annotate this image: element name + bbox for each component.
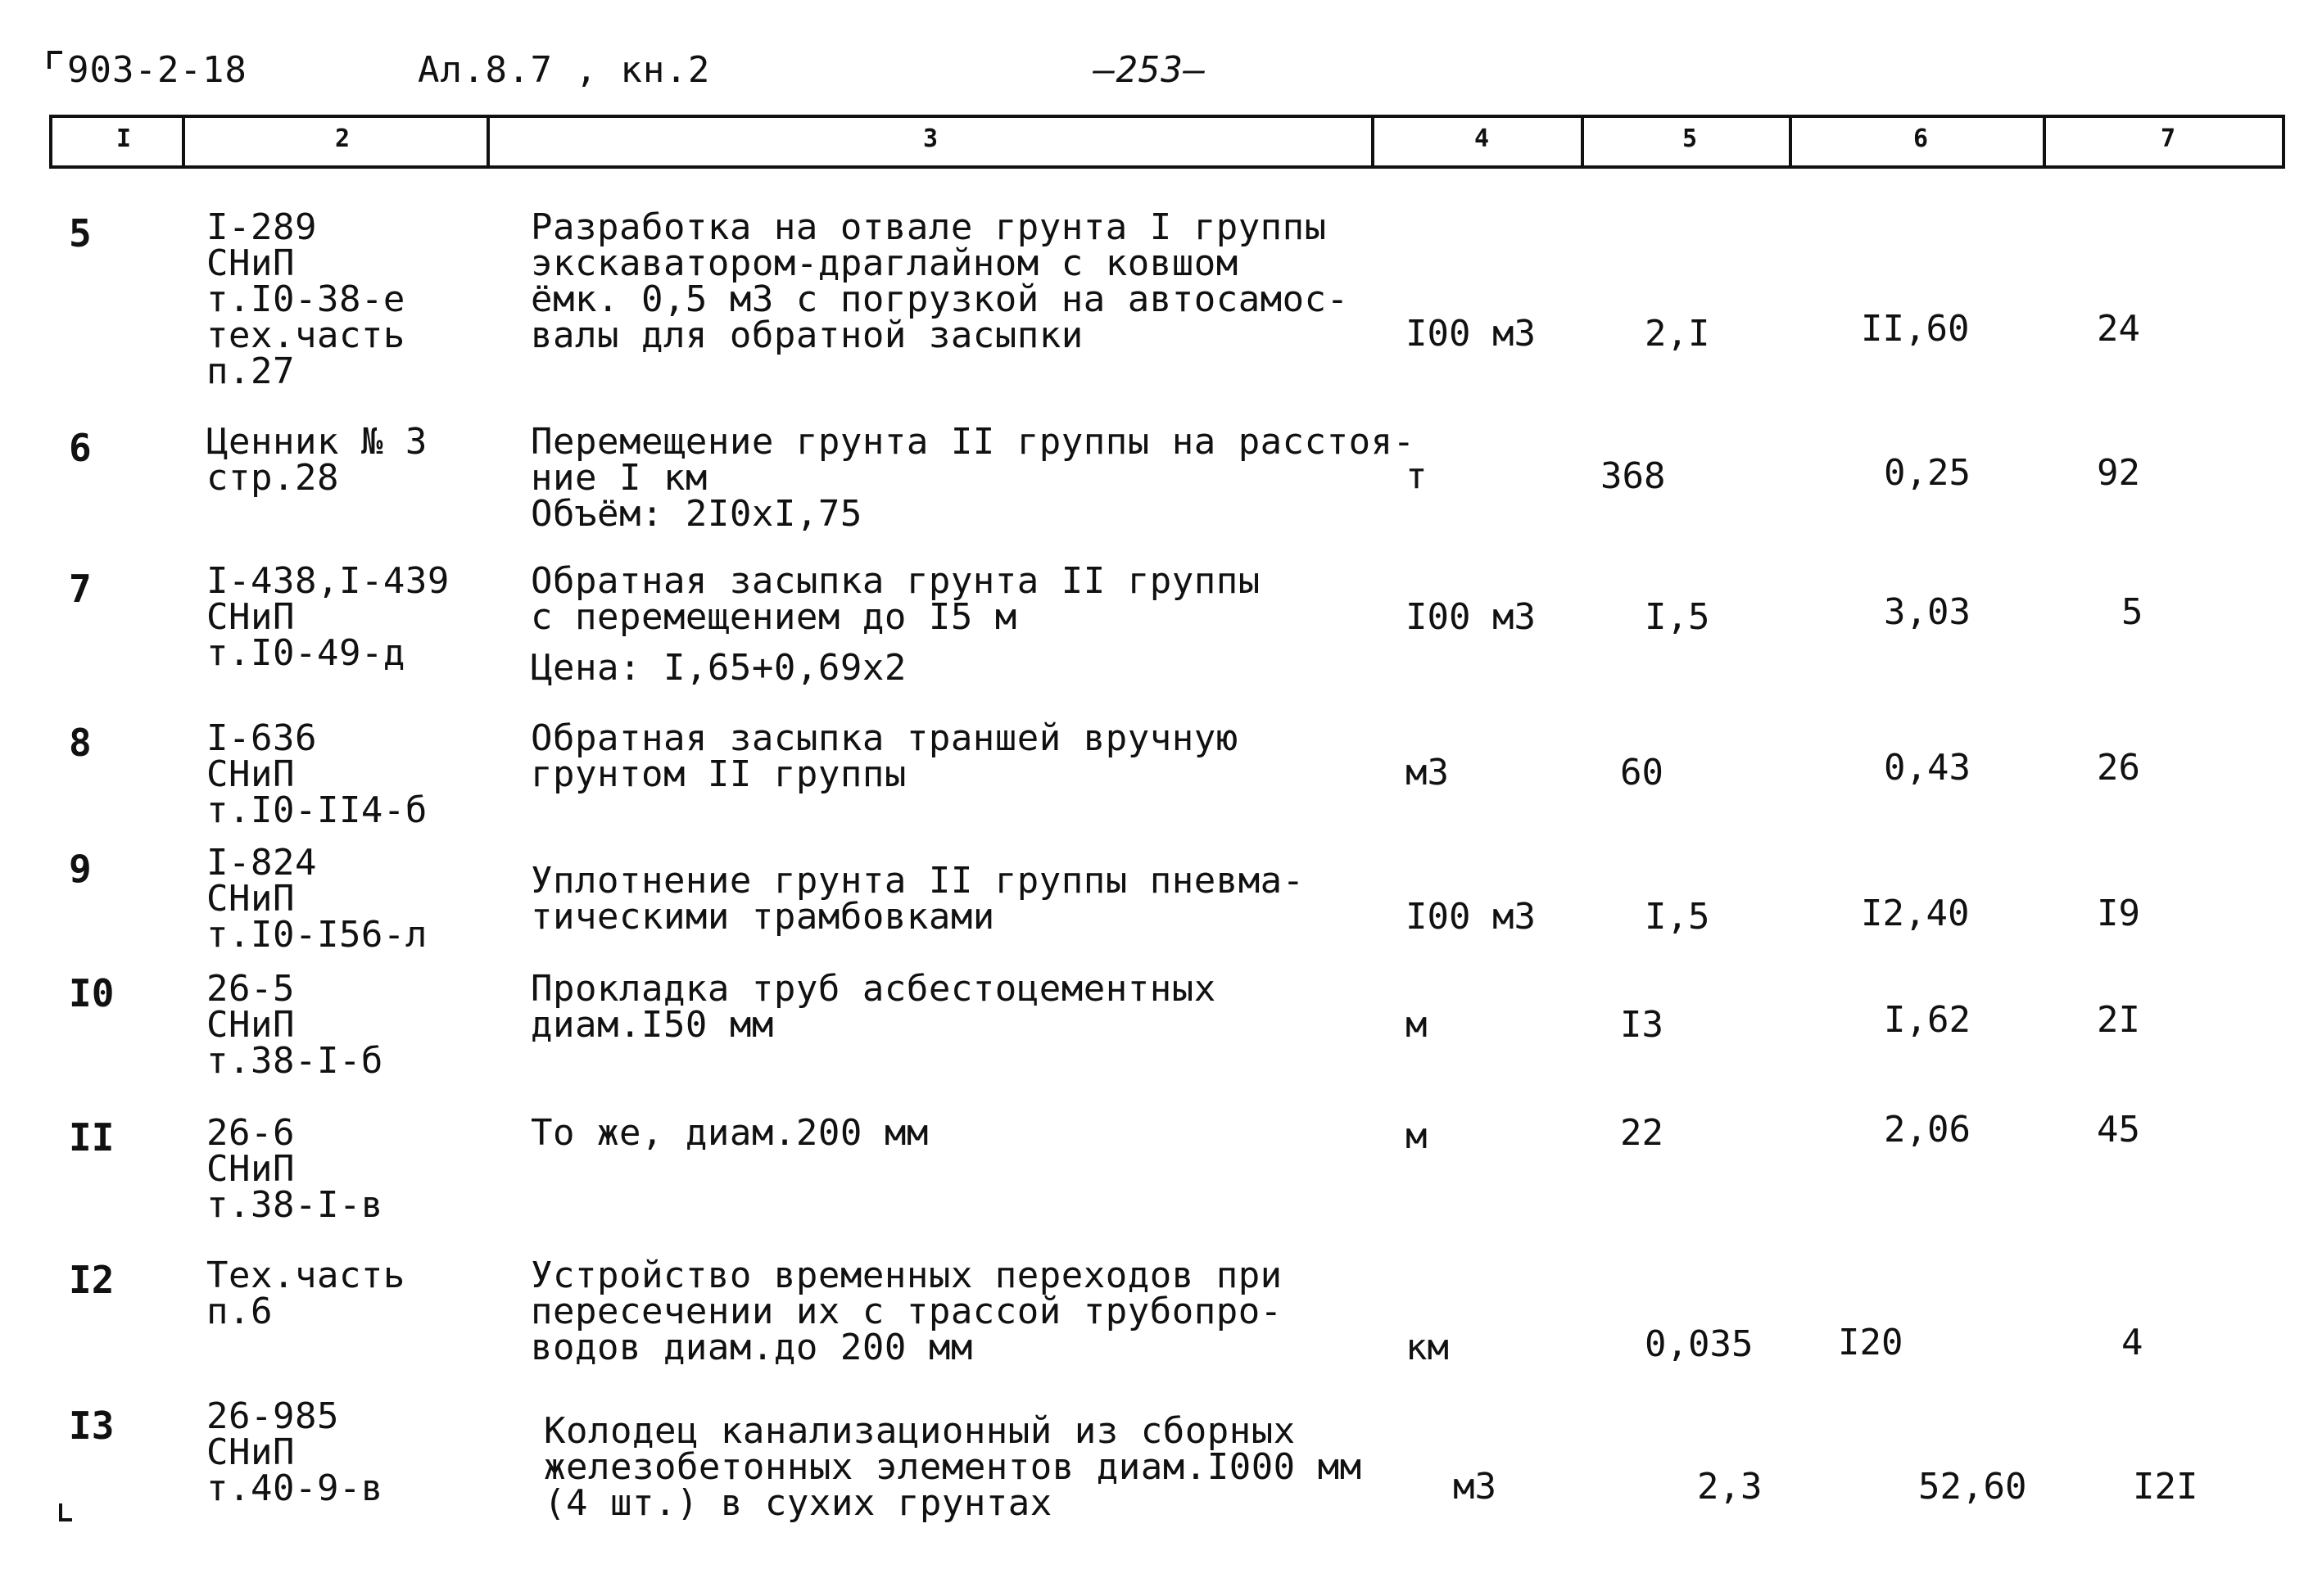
reference-cell: 26-6 СНиП т.38-I-в xyxy=(206,1112,383,1226)
unit-cell: I00 м3 xyxy=(1405,896,1536,938)
reference-cell: I-438,I-439 СНиП т.I0-49-д xyxy=(206,560,450,674)
description-cell: Обратная засыпка траншей вручную грунтом II группы xyxy=(531,717,1238,795)
quantity-cell: 22 xyxy=(1620,1112,1663,1154)
reference-cell: Ценник № 3 стр.28 xyxy=(206,421,428,499)
row-number: 8 xyxy=(69,721,92,765)
reference-cell: I-636 СНиП т.I0-II4-б xyxy=(206,717,428,831)
price-cell: 0,25 xyxy=(1884,452,1971,494)
quantity-cell: 60 xyxy=(1620,752,1663,793)
description-cell: Обратная засыпка грунта II группы с перемещением до I5 м Цена: I,65+0,69х2 xyxy=(531,560,1261,689)
quantity-cell: 0,035 xyxy=(1645,1323,1754,1365)
row-number: II xyxy=(69,1115,115,1160)
quantity-cell: I,5 xyxy=(1645,596,1710,638)
column-3-header: 3 xyxy=(923,124,939,153)
quantity-cell: 2,I xyxy=(1645,313,1710,355)
description-cell: То же, диам.200 мм xyxy=(531,1112,929,1154)
total-cell: 5 xyxy=(2121,591,2143,633)
reference-cell: I-289 СНиП т.I0-38-е тех.часть п.27 xyxy=(206,206,405,392)
document-code: 903-2-18 xyxy=(67,49,247,91)
reference-cell: Тех.часть п.6 xyxy=(206,1255,405,1332)
price-cell: I,62 xyxy=(1884,999,1971,1041)
album-reference: Ал.8.7 , кн.2 xyxy=(418,49,711,91)
row-number: I3 xyxy=(69,1404,115,1448)
row-number: 9 xyxy=(69,847,92,891)
row-number: 6 xyxy=(69,426,92,470)
unit-cell: т xyxy=(1405,455,1428,497)
page-number: —253— xyxy=(1093,49,1206,91)
description-cell: Колодец канализационный из сборных железобетонных элементов диам.I000 мм (4 шт.) в сухих грунтах xyxy=(544,1410,1362,1524)
unit-cell: м xyxy=(1405,1115,1428,1157)
reference-cell: 26-5 СНиП т.38-I-б xyxy=(206,968,383,1082)
column-7-header: 7 xyxy=(2161,124,2176,153)
description-cell: Прокладка труб асбестоцементных диам.I50 мм xyxy=(531,968,1216,1046)
description-cell: Перемещение грунта II группы на расстоя- ние I км Объём: 2I0хI,75 xyxy=(531,421,1415,535)
total-cell: 45 xyxy=(2097,1109,2140,1151)
row-number: I0 xyxy=(69,971,115,1015)
unit-cell: I00 м3 xyxy=(1405,313,1536,355)
corner-mark-bottom-h xyxy=(59,1518,72,1521)
quantity-cell: I,5 xyxy=(1645,896,1710,938)
price-cell: II,60 xyxy=(1861,308,1970,350)
quantity-cell: 368 xyxy=(1600,455,1666,497)
description-cell: Уплотнение грунта II группы пневма- тическими трамбовками xyxy=(531,860,1305,938)
unit-cell: км xyxy=(1405,1327,1449,1368)
column-2-header: 2 xyxy=(335,124,351,153)
total-cell: I2I xyxy=(2133,1466,2198,1508)
total-cell: 24 xyxy=(2097,308,2140,350)
total-cell: 92 xyxy=(2097,452,2140,494)
corner-mark-top-h xyxy=(48,51,62,54)
price-cell: I20 xyxy=(1838,1322,1903,1363)
column-6-header: 6 xyxy=(1913,124,1929,153)
unit-cell: м3 xyxy=(1405,752,1449,793)
row-number: I2 xyxy=(69,1258,115,1302)
description-cell: Устройство временных переходов при пересечении их с трассой трубопро- водов диам.до 200 мм xyxy=(531,1255,1283,1368)
price-cell: 3,03 xyxy=(1884,591,1971,633)
row-number: 5 xyxy=(69,211,92,255)
total-cell: 2I xyxy=(2097,999,2140,1041)
reference-cell: 26-985 СНиП т.40-9-в xyxy=(206,1395,383,1509)
price-cell: 2,06 xyxy=(1884,1109,1971,1151)
total-cell: 4 xyxy=(2121,1322,2143,1363)
price-cell: 0,43 xyxy=(1884,747,1971,789)
reference-cell: I-824 СНиП т.I0-I56-л xyxy=(206,842,428,956)
unit-cell: м3 xyxy=(1453,1466,1496,1508)
column-4-header: 4 xyxy=(1474,124,1490,153)
unit-cell: м xyxy=(1405,1004,1428,1046)
unit-cell: I00 м3 xyxy=(1405,596,1536,638)
column-5-header: 5 xyxy=(1682,124,1698,153)
total-cell: 26 xyxy=(2097,747,2140,789)
column-1-header: I xyxy=(116,124,132,153)
price-cell: I2,40 xyxy=(1861,893,1970,934)
row-number: 7 xyxy=(69,567,92,611)
total-cell: I9 xyxy=(2097,893,2140,934)
column-header-row xyxy=(49,115,2285,169)
quantity-cell: 2,3 xyxy=(1697,1466,1763,1508)
quantity-cell: I3 xyxy=(1620,1004,1663,1046)
price-cell: 52,60 xyxy=(1918,1466,2027,1508)
description-cell: Разработка на отвале грунта I группы экскаватором-драглайном с ковшом ёмк. 0,5 м3 с погрузкой на автосамос- валы для обратной засыпки xyxy=(531,206,1349,356)
